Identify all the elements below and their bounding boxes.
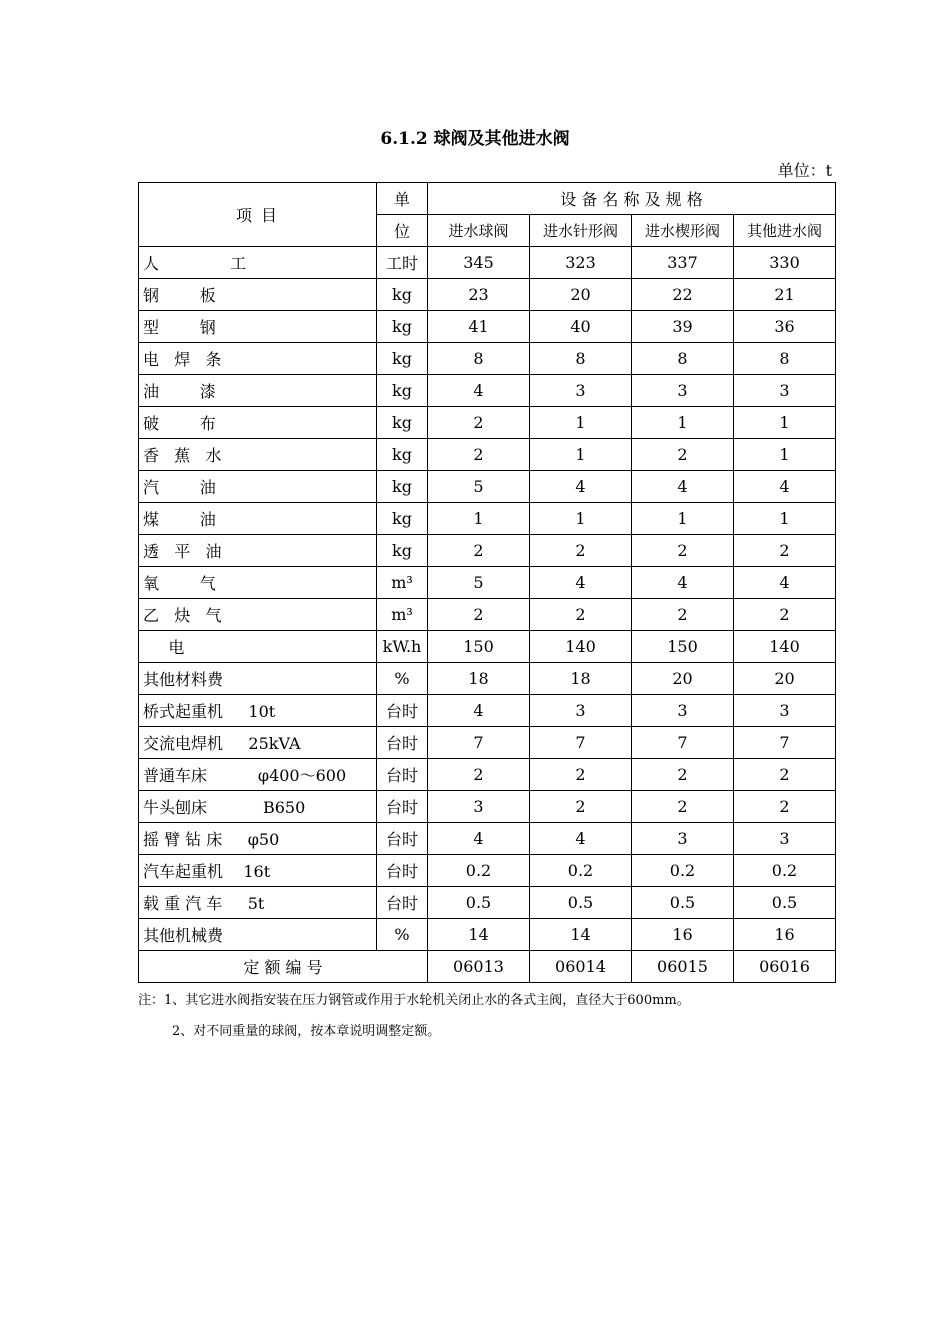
row-name: 摇 臂 钻 床 φ50 — [139, 823, 377, 855]
row-value: 4 — [428, 823, 530, 855]
row-value: 3 — [632, 375, 734, 407]
row-name: 牛头刨床 B650 — [139, 791, 377, 823]
row-name: 汽 油 — [139, 471, 377, 503]
table-row — [139, 759, 836, 791]
row-value: 2 — [734, 791, 836, 823]
row-value: 5 — [428, 471, 530, 503]
row-name: 电 — [139, 631, 377, 663]
quota-code: 06015 — [632, 951, 734, 983]
row-unit: 台时 — [377, 759, 428, 791]
row-name: 乙 炔 气 — [139, 599, 377, 631]
row-value: 2 — [734, 599, 836, 631]
table-row — [139, 279, 836, 311]
row-value: 23 — [428, 279, 530, 311]
row-value: 2 — [734, 759, 836, 791]
row-value: 40 — [530, 311, 632, 343]
row-unit: 台时 — [377, 695, 428, 727]
row-value: 150 — [428, 631, 530, 663]
row-value: 0.2 — [530, 855, 632, 887]
row-unit: kg — [377, 535, 428, 567]
row-value: 323 — [530, 247, 632, 279]
row-value: 2 — [530, 791, 632, 823]
table-row — [139, 663, 836, 695]
row-value: 140 — [734, 631, 836, 663]
row-unit: kg — [377, 471, 428, 503]
table-row — [139, 407, 836, 439]
header-column: 进水针形阀 — [530, 215, 632, 247]
row-name: 普通车床 φ400～600 — [139, 759, 377, 791]
row-value: 39 — [632, 311, 734, 343]
row-unit: 工时 — [377, 247, 428, 279]
row-value: 0.5 — [632, 887, 734, 919]
row-name: 电 焊 条 — [139, 343, 377, 375]
row-unit: % — [377, 919, 428, 951]
row-value: 3 — [734, 695, 836, 727]
quota-row — [139, 951, 836, 983]
row-unit: 台时 — [377, 727, 428, 759]
row-value: 2 — [632, 791, 734, 823]
unit-label: 单位：t — [777, 161, 832, 180]
row-value: 0.5 — [530, 887, 632, 919]
row-value: 3 — [734, 823, 836, 855]
row-value: 140 — [530, 631, 632, 663]
row-value: 0.2 — [428, 855, 530, 887]
table-row — [139, 535, 836, 567]
row-value: 8 — [632, 343, 734, 375]
row-unit: kg — [377, 407, 428, 439]
row-value: 20 — [530, 279, 632, 311]
row-name: 桥式起重机 10t — [139, 695, 377, 727]
row-value: 3 — [530, 695, 632, 727]
section-title: 6.1.2 球阀及其他进水阀 — [380, 129, 570, 149]
table-row — [139, 695, 836, 727]
row-value: 8 — [734, 343, 836, 375]
row-value: 16 — [734, 919, 836, 951]
row-value: 3 — [530, 375, 632, 407]
row-name: 氧 气 — [139, 567, 377, 599]
row-value: 2 — [428, 599, 530, 631]
row-value: 0.2 — [632, 855, 734, 887]
row-value: 4 — [428, 375, 530, 407]
row-value: 14 — [530, 919, 632, 951]
row-value: 1 — [632, 407, 734, 439]
row-value: 2 — [530, 535, 632, 567]
row-value: 1 — [734, 503, 836, 535]
row-value: 330 — [734, 247, 836, 279]
row-value: 1 — [530, 439, 632, 471]
row-value: 2 — [428, 535, 530, 567]
row-value: 8 — [530, 343, 632, 375]
row-value: 150 — [632, 631, 734, 663]
row-name: 透 平 油 — [139, 535, 377, 567]
row-value: 16 — [632, 919, 734, 951]
row-value: 20 — [632, 663, 734, 695]
row-unit: 台时 — [377, 791, 428, 823]
table-row — [139, 343, 836, 375]
table-row — [139, 247, 836, 279]
header-unit-bottom: 位 — [377, 215, 428, 247]
row-unit: m³ — [377, 567, 428, 599]
row-unit: kg — [377, 343, 428, 375]
table-row — [139, 375, 836, 407]
row-unit: 台时 — [377, 887, 428, 919]
row-value: 4 — [734, 567, 836, 599]
row-name: 人 工 — [139, 247, 377, 279]
row-value: 4 — [530, 471, 632, 503]
table-row — [139, 599, 836, 631]
row-value: 7 — [530, 727, 632, 759]
row-name: 型 钢 — [139, 311, 377, 343]
table-row — [139, 471, 836, 503]
row-value: 4 — [734, 471, 836, 503]
row-value: 4 — [530, 823, 632, 855]
quota-code: 06014 — [530, 951, 632, 983]
table-row — [139, 503, 836, 535]
header-spec-group: 设 备 名 称 及 规 格 — [428, 183, 836, 215]
row-value: 0.2 — [734, 855, 836, 887]
row-value: 2 — [428, 439, 530, 471]
table-row — [139, 919, 836, 951]
header-unit-top: 单 — [377, 183, 428, 215]
row-unit: kg — [377, 439, 428, 471]
row-value: 41 — [428, 311, 530, 343]
row-value: 2 — [632, 439, 734, 471]
row-value: 5 — [428, 567, 530, 599]
row-value: 337 — [632, 247, 734, 279]
row-value: 22 — [632, 279, 734, 311]
row-value: 18 — [530, 663, 632, 695]
row-value: 7 — [734, 727, 836, 759]
table-row — [139, 631, 836, 663]
notes — [138, 992, 690, 1041]
row-value: 1 — [530, 503, 632, 535]
row-value: 36 — [734, 311, 836, 343]
header-column: 进水楔形阀 — [632, 215, 734, 247]
row-value: 1 — [734, 407, 836, 439]
row-name: 煤 油 — [139, 503, 377, 535]
row-value: 7 — [428, 727, 530, 759]
row-value: 2 — [530, 599, 632, 631]
table-row — [139, 823, 836, 855]
row-value: 2 — [428, 407, 530, 439]
table-row — [139, 791, 836, 823]
note-2: 2、对不同重量的球阀，按本章说明调整定额。 — [172, 1024, 441, 1039]
row-value: 20 — [734, 663, 836, 695]
table-row — [139, 439, 836, 471]
row-value: 1 — [734, 439, 836, 471]
row-value: 8 — [428, 343, 530, 375]
row-value: 14 — [428, 919, 530, 951]
table-row — [139, 567, 836, 599]
row-value: 7 — [632, 727, 734, 759]
row-value: 4 — [530, 567, 632, 599]
row-value: 2 — [632, 759, 734, 791]
row-value: 4 — [428, 695, 530, 727]
row-name: 汽车起重机 16t — [139, 855, 377, 887]
row-value: 345 — [428, 247, 530, 279]
header-column: 进水球阀 — [428, 215, 530, 247]
row-value: 3 — [734, 375, 836, 407]
table-row — [139, 887, 836, 919]
row-value: 2 — [632, 535, 734, 567]
note-1: 注：1、其它进水阀指安装在压力钢管或作用于水轮机关闭止水的各式主阀，直径大于600mm。 — [138, 993, 690, 1008]
header-item: 项 目 — [139, 183, 377, 247]
row-value: 1 — [428, 503, 530, 535]
row-value: 2 — [734, 535, 836, 567]
row-value: 4 — [632, 471, 734, 503]
quota-label: 定 额 编 号 — [139, 951, 428, 983]
row-value: 0.5 — [734, 887, 836, 919]
row-unit: kW.h — [377, 631, 428, 663]
header-column: 其他进水阀 — [734, 215, 836, 247]
row-value: 1 — [530, 407, 632, 439]
row-name: 油 漆 — [139, 375, 377, 407]
quota-code: 06016 — [734, 951, 836, 983]
row-value: 3 — [632, 823, 734, 855]
row-value: 0.5 — [428, 887, 530, 919]
quota-table — [138, 182, 836, 983]
row-value: 1 — [632, 503, 734, 535]
row-name: 钢 板 — [139, 279, 377, 311]
row-value: 18 — [428, 663, 530, 695]
row-unit: 台时 — [377, 823, 428, 855]
row-value: 3 — [632, 695, 734, 727]
row-unit: kg — [377, 279, 428, 311]
row-unit: % — [377, 663, 428, 695]
row-value: 4 — [632, 567, 734, 599]
row-value: 3 — [428, 791, 530, 823]
row-value: 2 — [632, 599, 734, 631]
row-value: 21 — [734, 279, 836, 311]
row-name: 其他机械费 — [139, 919, 377, 951]
row-unit: m³ — [377, 599, 428, 631]
row-name: 其他材料费 — [139, 663, 377, 695]
table-row — [139, 311, 836, 343]
row-unit: 台时 — [377, 855, 428, 887]
row-name: 香 蕉 水 — [139, 439, 377, 471]
row-unit: kg — [377, 375, 428, 407]
row-value: 2 — [530, 759, 632, 791]
row-name: 破 布 — [139, 407, 377, 439]
row-name: 载 重 汽 车 5t — [139, 887, 377, 919]
row-value: 2 — [428, 759, 530, 791]
row-unit: kg — [377, 503, 428, 535]
quota-code: 06013 — [428, 951, 530, 983]
table-row — [139, 855, 836, 887]
row-name: 交流电焊机 25kVA — [139, 727, 377, 759]
table-row — [139, 727, 836, 759]
row-unit: kg — [377, 311, 428, 343]
